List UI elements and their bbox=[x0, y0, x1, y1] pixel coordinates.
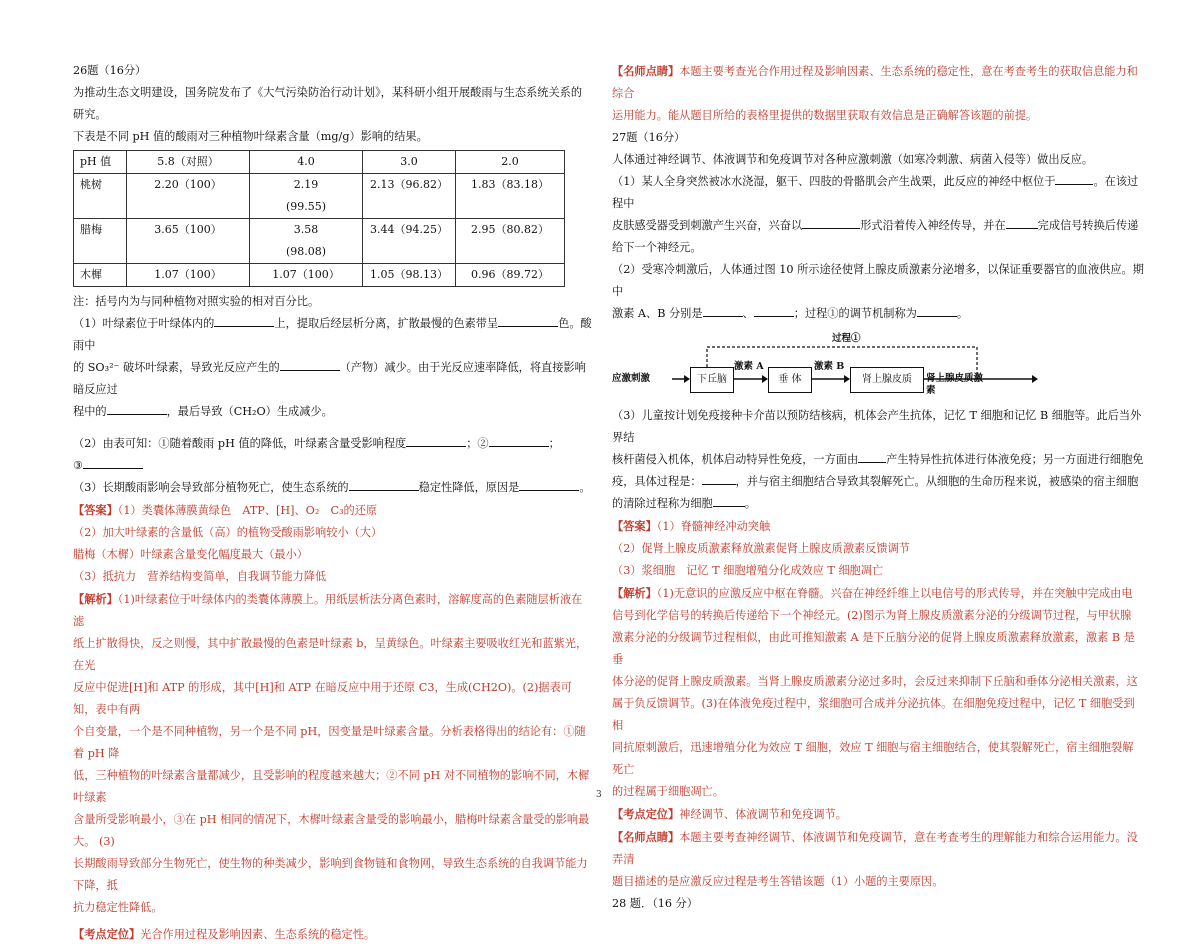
answer-blank bbox=[349, 477, 419, 491]
analysis-line-5: 属于负反馈调节。(3)在体液免疫过程中，浆细胞可合成并分泌抗体。在细胞免疫过程中，记忆 T 细胞受到相 bbox=[612, 697, 1135, 732]
answer-line-4: （3）抵抗力 营养结构变简单，自我调节能力降低 bbox=[73, 570, 327, 583]
answer-line-2: （2）促肾上腺皮质激素释放激素促肾上腺皮质激素反馈调节 bbox=[612, 542, 910, 555]
text: （1）某人全身突然被冰水浇湿，躯干、四肢的骨骼肌会产生战栗，此反应的神经中枢位于 bbox=[612, 175, 1056, 188]
answer-line-1 bbox=[612, 515, 1144, 538]
answer-blank bbox=[280, 357, 340, 371]
text: 皮肤感受器受到刺激产生兴奋，兴奋以 bbox=[612, 219, 803, 232]
answer-blank bbox=[802, 215, 860, 229]
analysis-line-6: 同抗原刺激后，迅速增殖分化为效应 T 细胞，效应 T 细胞与宿主细胞结合，使其裂解死亡，宿主细胞裂解死亡 bbox=[612, 741, 1134, 776]
q26-part1-line3 bbox=[73, 401, 593, 423]
table-cell: 2.95（80.82） bbox=[456, 219, 565, 264]
answer-blank bbox=[214, 313, 274, 327]
answer-line-3: （3）浆细胞 记忆 T 细胞增殖分化成效应 T 细胞凋亡 bbox=[612, 564, 884, 577]
q27-part1-line2 bbox=[612, 215, 1144, 237]
topic-position bbox=[612, 803, 1144, 826]
analysis-line-8: 抗力稳定性降低。 bbox=[73, 901, 163, 914]
analysis-line-7: 长期酸雨导致部分生物死亡，使生物的种类减少，影响到食物链和食物网，导致生态系统的自我调节能力下降，抵 bbox=[73, 857, 588, 892]
mingshi2-line-2: 题目描述的是应激反应过程是考生答错该题（1）小题的主要原因。 bbox=[612, 875, 944, 888]
text: 上，提取后经层析分离，扩散最慢的色素带呈 bbox=[274, 317, 499, 330]
text: 的清除过程称为细胞 bbox=[612, 497, 713, 510]
hormone-flow-diagram bbox=[612, 327, 992, 403]
answer-tag: 【答案】 bbox=[73, 503, 118, 517]
text: （产物）减少。由于光反应速率降低，将直接影响暗反应过 bbox=[73, 361, 586, 396]
text: （1）类囊体薄膜黄绿色 ATP、[H]、O₂ C₃的还原 bbox=[117, 504, 378, 517]
analysis-line-6 bbox=[73, 809, 593, 853]
answer-blank bbox=[1006, 215, 1038, 229]
pituitary-box: 垂 体 bbox=[768, 367, 812, 393]
answer-blank bbox=[107, 401, 167, 415]
answer-line-3: 腊梅（木樨）叶绿素含量变化幅度最大（最小） bbox=[73, 548, 308, 561]
q27-part2-line2 bbox=[612, 303, 1144, 325]
text: 、 bbox=[742, 307, 754, 320]
answer-line-1 bbox=[73, 499, 593, 522]
table-cell: 2.20（100） bbox=[127, 174, 250, 219]
table-header-cell: pH 值 bbox=[74, 151, 127, 174]
output-label: 肾上腺皮质激素 bbox=[926, 373, 984, 396]
q27-part1-line1 bbox=[612, 171, 1144, 215]
table-row bbox=[74, 219, 565, 264]
table-cell: 0.96（89.72） bbox=[456, 264, 565, 287]
text: 的 SO₃²⁻ 破坏叶绿素，导致光反应产生的 bbox=[73, 361, 280, 374]
table-row bbox=[74, 174, 565, 219]
text: 程中的 bbox=[73, 405, 107, 418]
q26-part3 bbox=[73, 477, 593, 499]
text: (3) bbox=[98, 835, 115, 848]
cell-percent: (98.08) bbox=[285, 245, 327, 258]
q27-part3-line1: （3）儿童按计划免疫接种卡介苗以预防结核病，机体会产生抗体，记忆 T 细胞和记忆 B 细胞等。此后当外界结 bbox=[612, 409, 1142, 444]
analysis-line-3: 反应中促进[H]和 ATP 的形成，其中[H]和 ATP 在暗反应中用于还原 C3，生成(CH2O)。(2)据表可知，表中有两 bbox=[73, 681, 572, 716]
table-cell: 3.65（100） bbox=[127, 219, 250, 264]
q27-part3-line3 bbox=[612, 471, 1144, 493]
table-row bbox=[74, 264, 565, 287]
table-cell bbox=[250, 219, 363, 264]
q26-part1-line1 bbox=[73, 313, 593, 357]
table-cell: 腊梅 bbox=[74, 219, 127, 264]
analysis-line-1 bbox=[73, 588, 593, 633]
table-cell: 1.83（83.18） bbox=[456, 174, 565, 219]
answer-blank bbox=[713, 493, 745, 507]
text: ；过程①的调节机制称为 bbox=[793, 307, 917, 320]
answer-blank bbox=[1055, 171, 1093, 185]
text: 形式沿着传入神经传导，并在 bbox=[860, 219, 1006, 232]
table-header-row bbox=[74, 151, 565, 174]
text: 含量所受影响最小，③在 pH 相同的情况下，木樨叶绿素含量受的影响最小，腊梅叶绿素含量受的影响最大。 bbox=[73, 813, 590, 848]
q26-part2-line2 bbox=[73, 455, 593, 477]
table-cell: 1.07（100） bbox=[250, 264, 363, 287]
answer-blank bbox=[703, 303, 743, 317]
right-column bbox=[612, 60, 1144, 915]
topic-tag: 【考点定位】 bbox=[73, 927, 141, 941]
answer-tag: 【答案】 bbox=[612, 519, 657, 533]
text: 激素 A、B 分别是 bbox=[612, 307, 703, 320]
text: 稳定性降低，原因是 bbox=[418, 481, 520, 494]
q27-part1-line3: 给下一个神经元。 bbox=[612, 241, 702, 254]
q27-header: 27题（16分） bbox=[612, 131, 686, 144]
hormone-a-label: 激素 A bbox=[734, 361, 764, 372]
analysis-tag: 【解析】 bbox=[612, 586, 657, 600]
table-header-cell: 3.0 bbox=[363, 151, 456, 174]
text: （1）脊髓神经冲动突触 bbox=[656, 520, 771, 533]
text: ，最后导致（CH₂O）生成减少。 bbox=[166, 405, 333, 418]
answer-blank bbox=[519, 477, 579, 491]
text: 本题主要考查光合作用过程及影响因素、生态系统的稳定性，意在考查考生的获取信息能力和综合 bbox=[612, 65, 1138, 100]
table-header-cell: 5.8（对照） bbox=[127, 151, 250, 174]
analysis-line-1 bbox=[612, 582, 1144, 605]
cell-percent: (99.55) bbox=[285, 200, 327, 213]
table-cell: 木樨 bbox=[74, 264, 127, 287]
q28-header: 28 题．（16 分） bbox=[612, 897, 698, 910]
table-cell: 1.07（100） bbox=[127, 264, 250, 287]
cell-value: 2.19 bbox=[293, 178, 319, 191]
analysis-line-3: 激素分泌的分级调节过程相似，由此可推知激素 A 是下丘脑分泌的促肾上腺皮质激素释放激素，激素 B 是垂 bbox=[612, 631, 1135, 666]
q26-intro-1: 为推动生态文明建设，国务院发布了《大气污染防治行动计划》，某科研小组开展酸雨与生态系统关系的研究。 bbox=[73, 86, 583, 121]
answer-blank bbox=[489, 433, 549, 447]
text: 色。酸雨中 bbox=[73, 317, 592, 352]
answer-line-2: （2）加大叶绿素的含量低（高）的植物受酸雨影响较小（大） bbox=[73, 526, 383, 539]
answer-blank bbox=[83, 455, 143, 469]
q26-header: 26题（16分） bbox=[73, 64, 147, 77]
table-cell: 1.05（98.13） bbox=[363, 264, 456, 287]
cell-value: 3.58 bbox=[293, 223, 319, 236]
mingshi-tag: 【名师点睛】 bbox=[612, 830, 680, 844]
analysis-line-2: 信号到化学信号的转换后传递给下一个神经元。(2)图示为肾上腺皮质激素分泌的分级调节过程，与甲状腺 bbox=[612, 609, 1132, 622]
answer-blank bbox=[406, 433, 466, 447]
text: ；② bbox=[466, 437, 489, 450]
text: ； bbox=[548, 437, 560, 450]
table-header-cell: 4.0 bbox=[250, 151, 363, 174]
chlorophyll-table bbox=[73, 150, 565, 287]
answer-blank bbox=[754, 303, 794, 317]
topic-position bbox=[73, 923, 593, 946]
stimulus-label: 应激刺激 bbox=[612, 373, 651, 384]
table-cell: 2.13（96.82） bbox=[363, 174, 456, 219]
analysis-line-4: 个自变量，一个是不同种植物，另一个是不同 pH，因变量是叶绿素含量。分析表格得出的结论有：①随着 pH 降 bbox=[73, 725, 586, 760]
q26-part2-line1 bbox=[73, 433, 593, 455]
spacer bbox=[73, 423, 593, 433]
adrenal-cortex-box: 肾上腺皮质 bbox=[850, 367, 924, 393]
text: （1）叶绿素位于叶绿体内的 bbox=[73, 317, 215, 330]
q27-part3-line4 bbox=[612, 493, 1144, 515]
hormone-b-label: 激素 B bbox=[814, 361, 845, 372]
analysis-line-4: 体分泌的促肾上腺皮质激素。当肾上腺皮质激素分泌过多时，会反过来抑制下丘脑和垂体分泌相关激素，这 bbox=[612, 675, 1138, 688]
answer-blank bbox=[498, 313, 558, 327]
analysis-tag: 【解析】 bbox=[73, 592, 118, 606]
text: 疫，具体过程是： bbox=[612, 475, 702, 488]
table-header-cell: 2.0 bbox=[456, 151, 565, 174]
text: ③ bbox=[73, 459, 84, 472]
answer-blank bbox=[858, 449, 886, 463]
text: 。 bbox=[956, 307, 969, 320]
answer-blank bbox=[702, 471, 736, 485]
table-cell: 桃树 bbox=[74, 174, 127, 219]
analysis-line-7: 的过程属于细胞凋亡。 bbox=[612, 785, 724, 798]
mingshi-line-2: 运用能力。能从题目所给的表格里提供的数据里获取有效信息是正确解答该题的前提。 bbox=[612, 109, 1038, 122]
mingshi-tag: 【名师点睛】 bbox=[612, 64, 680, 78]
table-cell bbox=[250, 174, 363, 219]
text: 核杆菌侵入机体，机体启动特异性免疫，一方面由 bbox=[612, 453, 859, 466]
left-column bbox=[73, 60, 593, 946]
text: ，并与宿主细胞结合导致其裂解死亡。从细胞的生命历程来说，被感染的宿主细胞 bbox=[735, 475, 1139, 488]
text: （2）由表可知：①随着酸雨 pH 值的降低，叶绿素含量受影响程度 bbox=[73, 437, 407, 450]
q27-part2-line1: （2）受寒冷刺激后，人体通过图 10 所示途径使肾上腺皮质激素分泌增多，以保证重要器官的血液供应。期中 bbox=[612, 263, 1144, 298]
text: （1)叶绿素位于叶绿体内的类囊体薄膜上。用纸层析法分离色素时，溶解度高的色素随层析液在滤 bbox=[73, 593, 583, 628]
page-number: 3 bbox=[596, 790, 602, 800]
text: 。 bbox=[579, 481, 591, 494]
q26-part1-line2 bbox=[73, 357, 593, 401]
text: 本题主要考查神经调节、体液调节和免疫调节，意在考查考生的理解能力和综合运用能力。没弄清 bbox=[612, 831, 1138, 866]
table-note: 注：括号内为与同种植物对照实验的相对百分比。 bbox=[73, 295, 320, 308]
q27-intro: 人体通过神经调节、体液调节和免疫调节对各种应激刺激（如寒冷刺激、病菌入侵等）做出反应。 bbox=[612, 153, 1094, 166]
answer-blank bbox=[917, 303, 957, 317]
analysis-line-2: 纸上扩散得快，反之则慢，其中扩散最慢的色素是叶绿素 b，呈黄绿色。叶绿素主要吸收红光和蓝紫光，在光 bbox=[73, 637, 588, 672]
text: （3）长期酸雨影响会导致部分植物死亡，使生态系统的 bbox=[73, 481, 349, 494]
text: 完成信号转换后传递 bbox=[1037, 219, 1139, 232]
q27-part3-line2 bbox=[612, 449, 1144, 471]
process-label: 过程① bbox=[832, 333, 861, 344]
text: 。在该过程中 bbox=[612, 175, 1139, 210]
topic-tag: 【考点定位】 bbox=[612, 807, 680, 821]
text: 产生特异性抗体进行体液免疫；另一方面进行细胞免 bbox=[886, 453, 1144, 466]
mingshi-line-1 bbox=[612, 60, 1144, 105]
text: （1)无意识的应激反应中枢在脊髓。兴奋在神经纤维上以电信号的形式传导，并在突触中完成由电 bbox=[656, 587, 1133, 600]
text: 。 bbox=[744, 497, 756, 510]
text: 光合作用过程及影响因素、生态系统的稳定性。 bbox=[140, 928, 376, 941]
table-cell: 3.44（94.25） bbox=[363, 219, 456, 264]
q26-intro-2: 下表是不同 pH 值的酸雨对三种植物叶绿素含量（mg/g）影响的结果。 bbox=[73, 130, 428, 143]
analysis-line-5: 低，三种植物的叶绿素含量都减少，且受影响的程度越来越大；②不同 pH 对不同植物的影响不同，木樨叶绿素 bbox=[73, 769, 590, 804]
hypothalamus-box: 下丘脑 bbox=[690, 367, 734, 393]
text: 神经调节、体液调节和免疫调节。 bbox=[679, 808, 847, 821]
